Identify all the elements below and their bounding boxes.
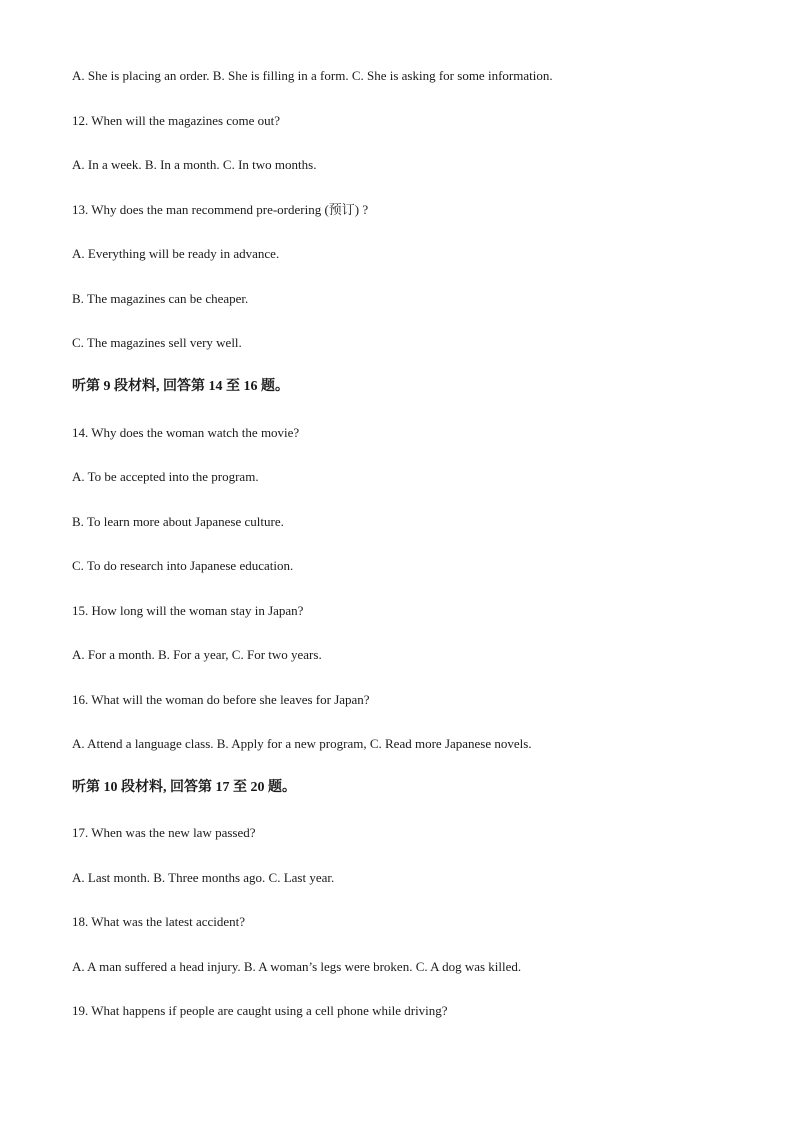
section-heading: 听第 9 段材料, 回答第 14 至 16 题。	[72, 379, 289, 394]
question-14: 14. Why does the woman watch the movie?	[72, 425, 300, 440]
option-line: A. Attend a language class. B. Apply for a new program, C. Read more Japanese novels.	[72, 736, 532, 751]
question-15: 15. How long will the woman stay in Japan?	[72, 603, 304, 618]
question-17: 17. When was the new law passed?	[72, 825, 256, 840]
question-19: 19. What happens if people are caught using a cell phone while driving?	[72, 1003, 448, 1018]
option-line: C. To do research into Japanese education.	[72, 558, 294, 573]
option-line: A. For a month. B. For a year, C. For two years.	[72, 647, 322, 662]
option-line: B. The magazines can be cheaper.	[72, 291, 249, 306]
question-13: 13. Why does the man recommend pre-ordering (预订) ?	[72, 202, 369, 217]
section-heading: 听第 10 段材料, 回答第 17 至 20 题。	[72, 780, 296, 795]
question-16: 16. What will the woman do before she leaves for Japan?	[72, 692, 370, 707]
question-12: 12. When will the magazines come out?	[72, 113, 281, 128]
option-line: A. Last month. B. Three months ago. C. Last year.	[72, 870, 335, 885]
option-line: A. Everything will be ready in advance.	[72, 246, 280, 261]
option-line: A. In a week. B. In a month. C. In two months.	[72, 157, 317, 172]
option-line: A. To be accepted into the program.	[72, 469, 259, 484]
option-line: C. The magazines sell very well.	[72, 335, 242, 350]
option-line: A. She is placing an order. B. She is filling in a form. C. She is asking for some information.	[72, 68, 553, 83]
option-line: A. A man suffered a head injury. B. A woman’s legs were broken. C. A dog was killed.	[72, 959, 522, 974]
option-line: B. To learn more about Japanese culture.	[72, 514, 284, 529]
question-18: 18. What was the latest accident?	[72, 914, 246, 929]
